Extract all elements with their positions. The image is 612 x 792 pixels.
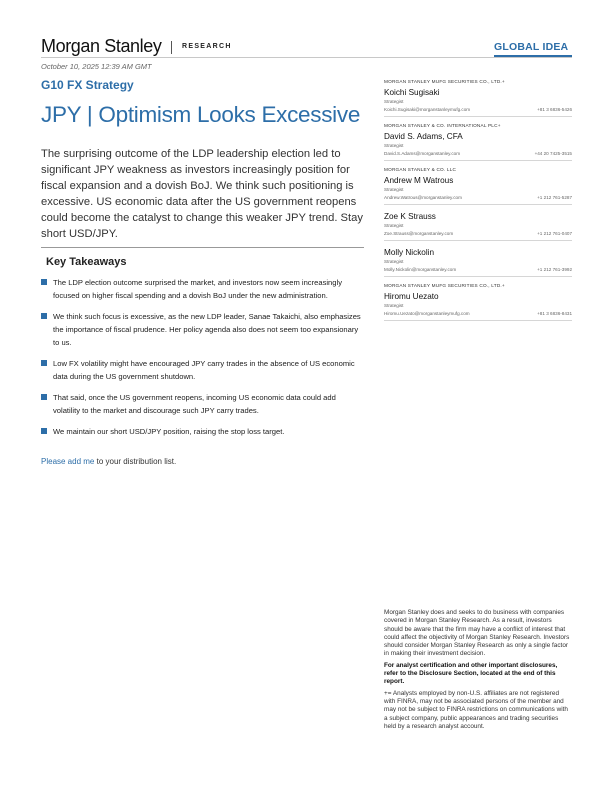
analyst-phone: +1 212 761-5287 — [537, 195, 572, 200]
summary-divider — [41, 247, 364, 248]
analyst-phone: +1 212 761-3992 — [537, 267, 572, 272]
analyst-card — [384, 87, 572, 117]
analyst-contact-line — [384, 106, 572, 117]
analyst-card — [384, 247, 572, 277]
publication-date: October 10, 2025 12:39 AM GMT — [41, 62, 152, 71]
analyst-role: Strategist — [384, 99, 404, 104]
list-item — [41, 310, 361, 349]
disclaimer-block — [384, 609, 572, 734]
analyst-contact-line — [384, 310, 572, 321]
key-takeaways-heading: Key Takeaways — [46, 256, 127, 268]
add-to-distribution-link[interactable]: Please add me — [41, 457, 95, 466]
analyst-phone: +81 3 6836-8431 — [537, 311, 572, 316]
takeaway-text: We think such focus is excessive, as the new LDP leader, Sanae Takaichi, also emphasizes the importance of fiscal prudence. Her policy agenda also does not seem too expansionary to us. — [53, 312, 361, 347]
analyst-phone: +1 212 761-0407 — [537, 231, 572, 236]
analyst-phone: +44 20 7425-3515 — [534, 151, 572, 156]
analyst-name: Koichi Sugisaki — [384, 88, 440, 97]
analyst-name: Zoe K Strauss — [384, 212, 436, 221]
bullet-square-icon — [41, 279, 47, 285]
disclaimer-disclosure-text: For analyst certification and other important disclosures, refer to the Disclosure Section, located at the end of this report. — [384, 661, 558, 686]
analyst-email[interactable]: Molly.Nickolin@morganstanley.com — [384, 267, 457, 272]
bullet-square-icon — [41, 360, 47, 366]
firm-name: MORGAN STANLEY MUFG SECURITIES CO., LTD.+ — [384, 283, 505, 288]
analyst-email[interactable]: David.S.Adams@morganstanley.com — [384, 151, 461, 156]
strategy-label: G10 FX Strategy — [41, 78, 134, 92]
analyst-role: Strategist — [384, 187, 404, 192]
takeaway-text: We maintain our short USD/JPY position, raising the stop loss target. — [53, 427, 285, 436]
firm-name: MORGAN STANLEY & CO. LLC — [384, 167, 457, 172]
brand-logo: Morgan Stanley — [41, 36, 162, 56]
analyst-role: Strategist — [384, 303, 404, 308]
analyst-name: Andrew M Watrous — [384, 176, 454, 185]
analyst-email[interactable]: Zoe.Strauss@morganstanley.com — [384, 231, 454, 236]
disclaimer-finra-text: += Analysts employed by non-U.S. affiliates are not registered with FINRA, may not be associated persons of the member and may not be subject to FINRA restrictions on communications with a subject company, public appearances and trading securities held by a research analyst account. — [384, 689, 568, 730]
list-item — [41, 276, 361, 302]
analyst-contact-line — [384, 230, 572, 241]
distribution-text: to your distribution list. — [94, 457, 177, 466]
list-item — [41, 357, 361, 383]
header-divider — [171, 41, 172, 54]
analyst-name: David S. Adams, CFA — [384, 132, 463, 141]
disclaimer-conflict-text: Morgan Stanley does and seeks to do business with companies covered in Morgan Stanley Research. As a result, investors should be aware that the firm may have a conflict of interest that could affect the objectivity of Morgan Stanley Research. Investors should consider Morgan Stanley Research as only a single factor in making their investment decision. — [384, 609, 570, 658]
analyst-name: Molly Nickolin — [384, 248, 435, 257]
header-rule — [41, 57, 572, 58]
takeaway-text: Low FX volatility might have encouraged JPY carry trades in the absence of US economic data during the US government shutdown. — [53, 359, 355, 381]
contact-group — [384, 123, 572, 161]
bullet-square-icon — [41, 313, 47, 319]
report-type-label: GLOBAL IDEA — [494, 41, 569, 53]
analyst-email[interactable]: Hiromu.Uezato@morganstanleymufg.com — [384, 311, 470, 316]
contact-group — [384, 283, 572, 321]
contact-group — [384, 79, 572, 117]
analyst-card — [384, 211, 572, 241]
analyst-role: Strategist — [384, 143, 404, 148]
bullet-square-icon — [41, 394, 47, 400]
analyst-contact-line — [384, 194, 572, 205]
analyst-email[interactable]: Andrew.Watrous@morganstanley.com — [384, 195, 462, 200]
list-item — [41, 391, 361, 417]
firm-name: MORGAN STANLEY MUFG SECURITIES CO., LTD.+ — [384, 79, 505, 84]
analyst-contact-line — [384, 266, 572, 277]
analyst-phone: +81 3 6836-5426 — [537, 107, 572, 112]
analyst-contacts — [384, 79, 572, 327]
analyst-card — [384, 175, 572, 205]
firm-name: MORGAN STANLEY & CO. INTERNATIONAL PLC+ — [384, 123, 501, 128]
analyst-name: Hiromu Uezato — [384, 292, 439, 301]
page-title: JPY | Optimism Looks Excessive — [41, 102, 361, 127]
distribution-note — [41, 457, 176, 466]
analyst-role: Strategist — [384, 259, 404, 264]
takeaway-text: That said, once the US government reopens, incoming US economic data could add volatility to the market and discourage such JPY carry trades. — [53, 393, 336, 415]
key-takeaways-list — [41, 276, 361, 446]
analyst-card — [384, 291, 572, 321]
bullet-square-icon — [41, 428, 47, 434]
report-summary: The surprising outcome of the LDP leadership election led to significant JPY weakness as investors increasingly position for fiscal expansion and a dovish BoJ. We think such positioning is excessive. US economic data after the US government reopens could become the catalyst to change this weaker JPY trend. Stay short USD/JPY. — [41, 148, 363, 240]
list-item — [41, 425, 361, 438]
analyst-role: Strategist — [384, 223, 404, 228]
analyst-email[interactable]: Koichi.Sugisaki@morganstanleymufg.com — [384, 107, 471, 112]
takeaway-text: The LDP election outcome surprised the market, and investors now seem increasingly focused on higher fiscal spending and a dovish BoJ under the new administration. — [53, 278, 342, 300]
contact-group — [384, 167, 572, 277]
analyst-contact-line — [384, 150, 572, 161]
section-label: RESEARCH — [182, 43, 232, 50]
analyst-card — [384, 131, 572, 161]
